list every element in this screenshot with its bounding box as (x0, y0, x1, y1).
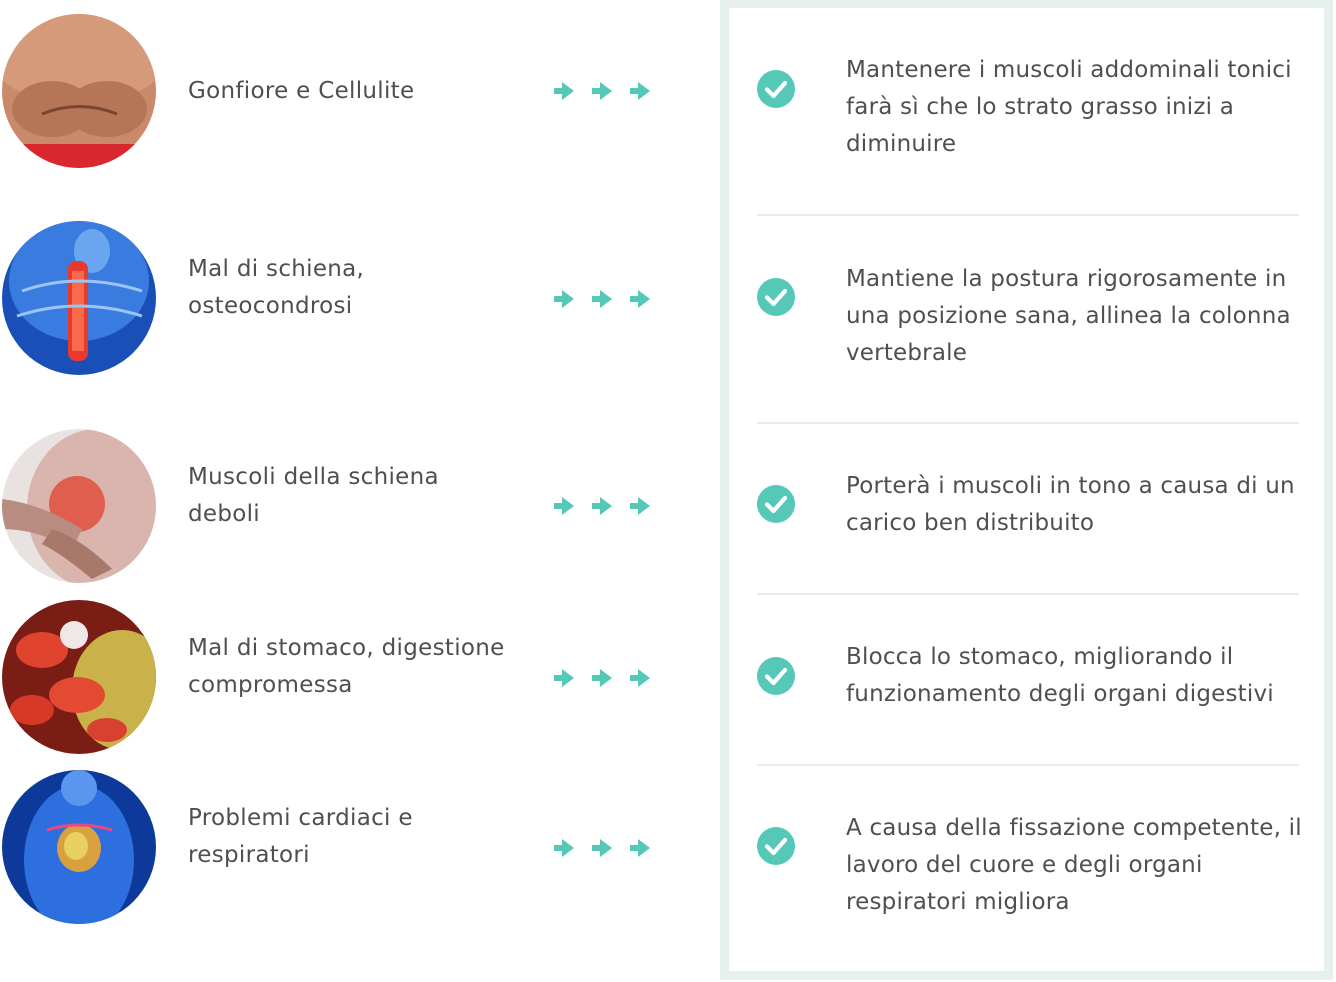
problem-label: Problemi cardiaci e respiratori (188, 805, 413, 868)
benefit-text: Mantenere i muscoli addominali tonici farà sì che lo strato grasso inizi a diminuire (846, 57, 1292, 157)
blood-cells-image (2, 600, 156, 754)
benefit-text: Mantiene la postura rigorosamente in una posizione sana, allinea la colonna vertebrale (846, 266, 1291, 366)
benefit-text: A causa della fissazione competente, il lavoro del cuore e degli organi respiratori migliora (846, 815, 1302, 915)
heart-image (2, 770, 156, 924)
divider (757, 764, 1299, 766)
arrows-icon (552, 285, 662, 313)
arrows-icon (552, 664, 662, 692)
divider (757, 422, 1299, 424)
check-icon (757, 657, 795, 695)
check-icon (757, 485, 795, 523)
divider (757, 214, 1299, 216)
problem-label: Muscoli della schiena deboli (188, 464, 439, 527)
spine-image (2, 221, 156, 375)
arrows-icon (552, 834, 662, 862)
arrows-icon (552, 492, 662, 520)
benefit-text: Blocca lo stomaco, migliorando il funzionamento degli organi digestivi (846, 644, 1274, 707)
arrows-icon (552, 77, 662, 105)
problem-label: Mal di stomaco, digestione compromessa (188, 635, 505, 698)
check-icon (757, 278, 795, 316)
check-icon (757, 70, 795, 108)
problem-label: Mal di schiena, osteocondrosi (188, 256, 365, 319)
abdomen-image (2, 14, 156, 168)
check-icon (757, 827, 795, 865)
benefit-text: Porterà i muscoli in tono a causa di un carico ben distribuito (846, 473, 1295, 536)
problem-label: Gonfiore e Cellulite (188, 78, 415, 104)
benefits-panel (720, 0, 1333, 980)
divider (757, 593, 1299, 595)
lower-back-pain-image (2, 429, 156, 583)
